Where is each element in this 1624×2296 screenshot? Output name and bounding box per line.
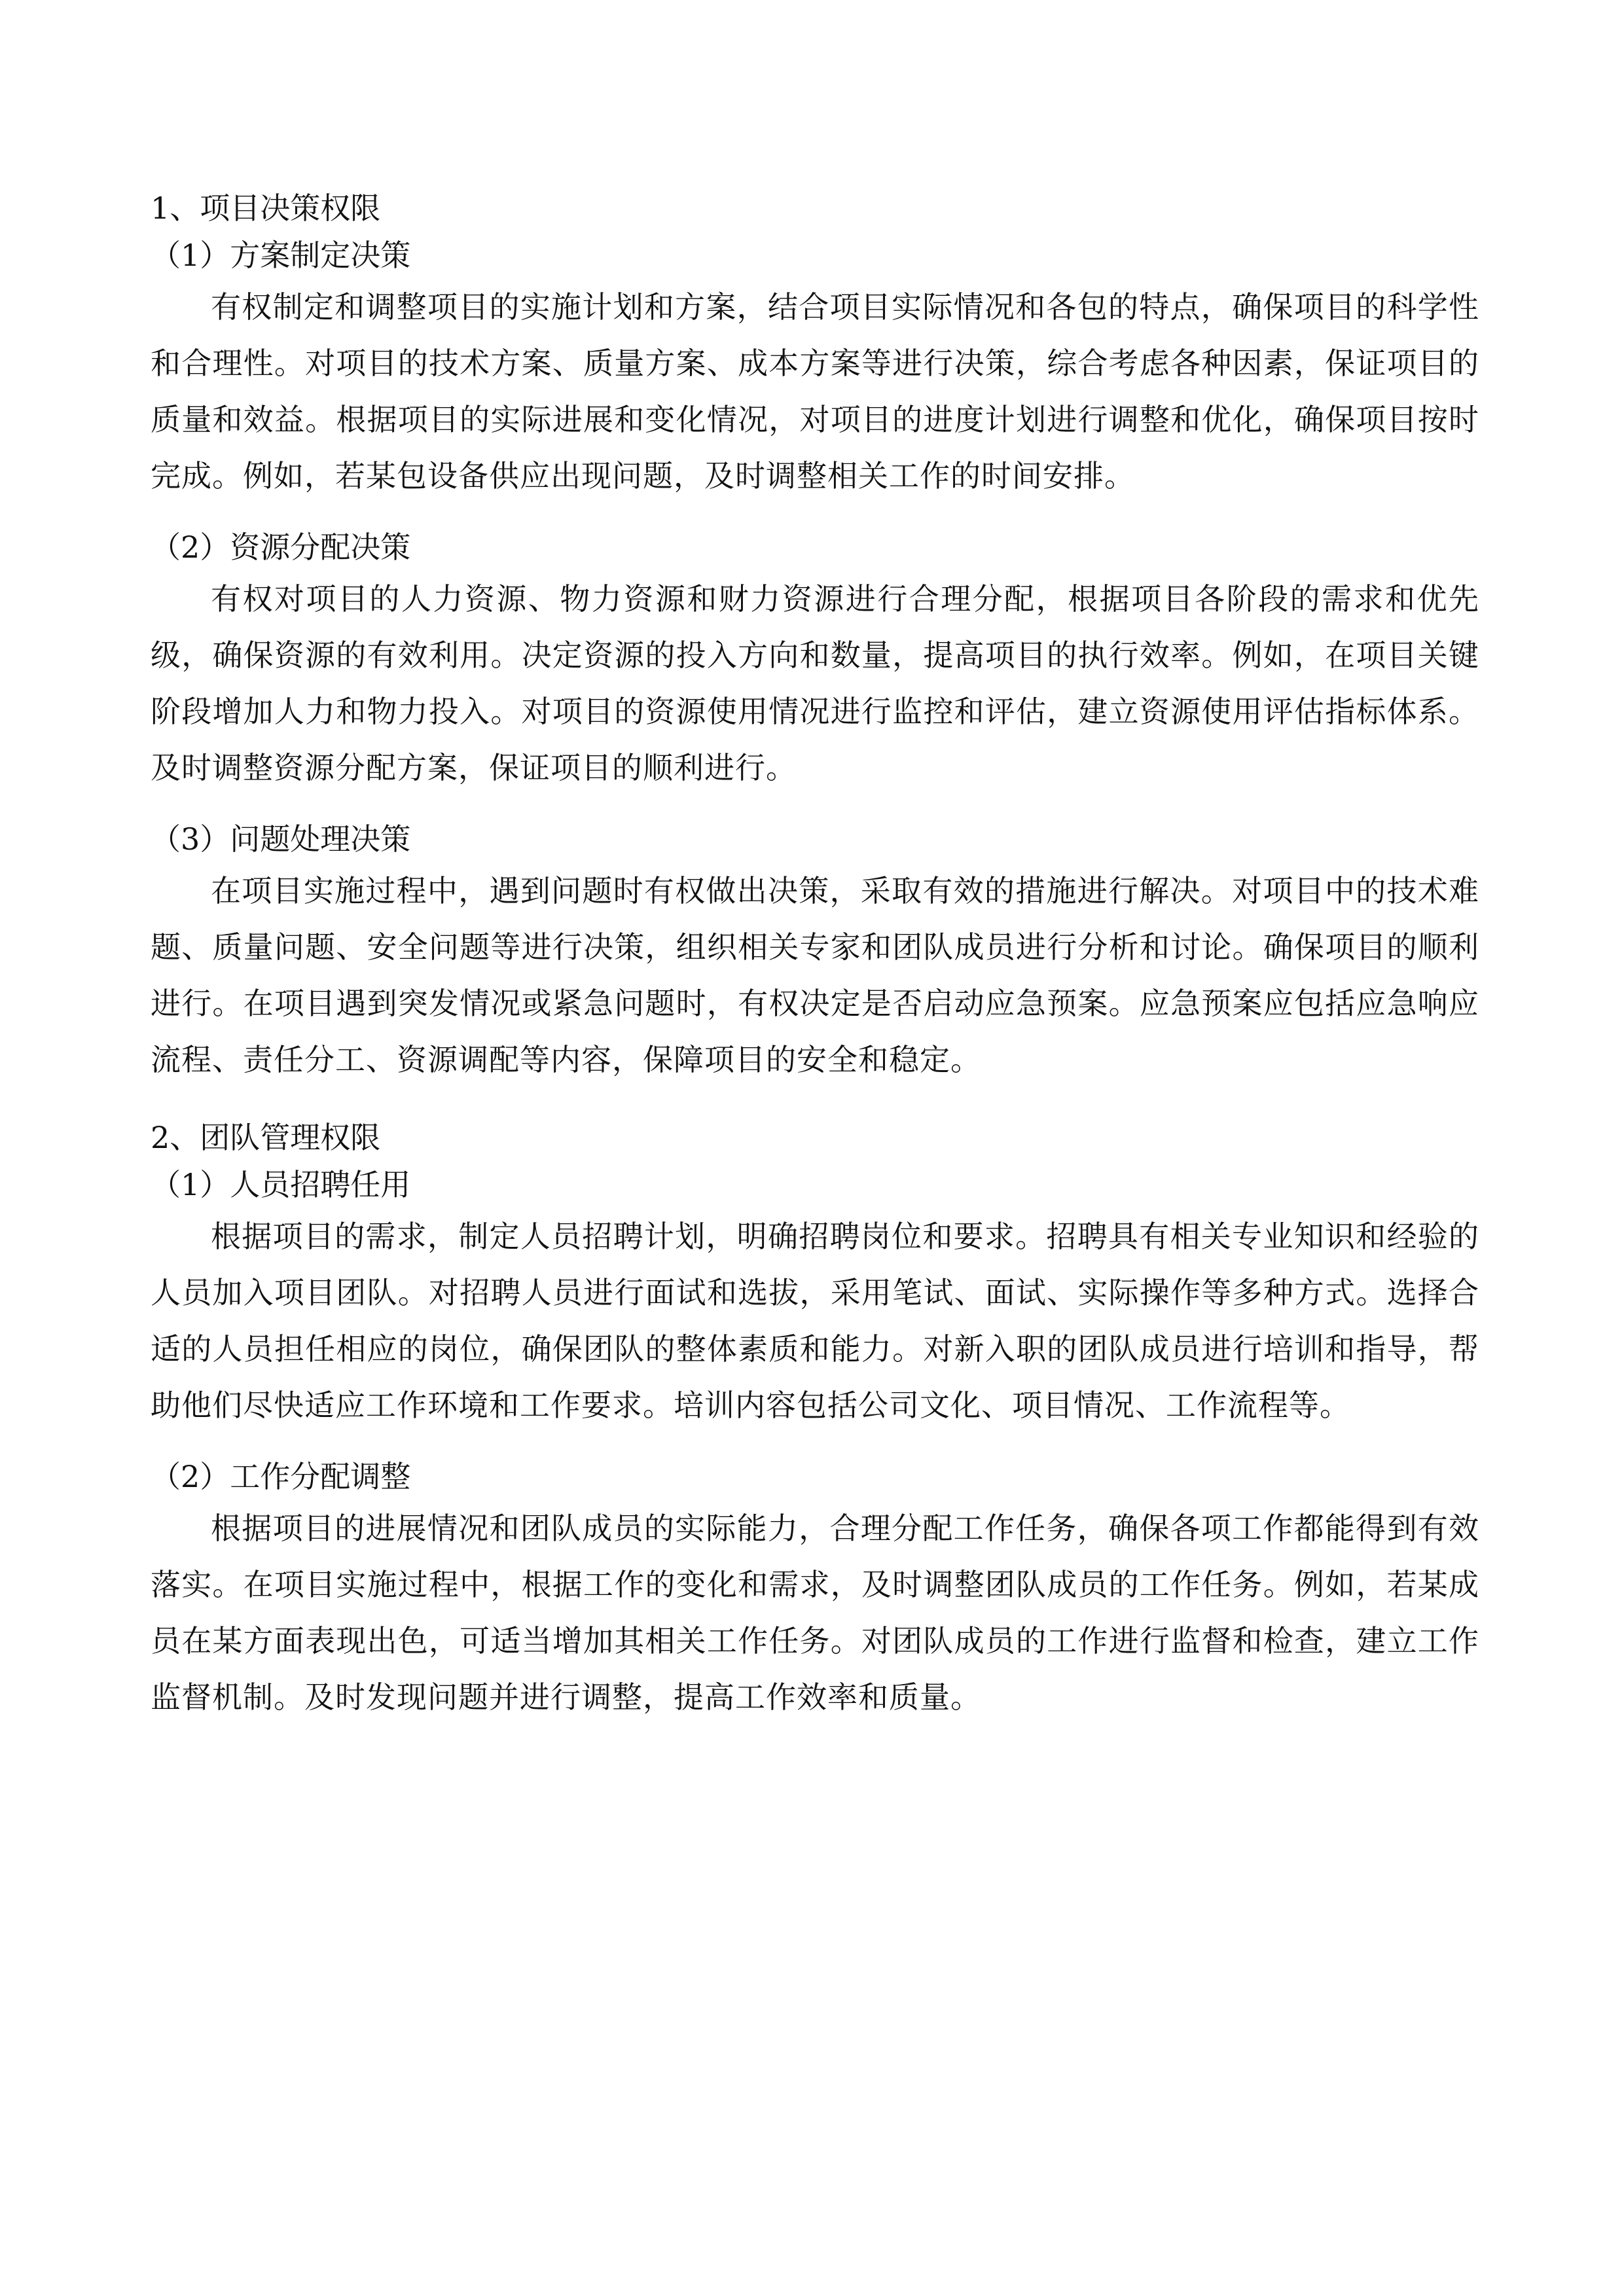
section-2 [151, 1114, 1479, 1725]
subsection-2-2 [151, 1453, 1479, 1725]
subsection-heading: （2）工作分配调整 [151, 1459, 411, 1494]
subsection-heading: （1）方案制定决策 [151, 238, 411, 273]
subsection-heading: （1）人员招聘任用 [151, 1167, 411, 1202]
subsection-1-3 [151, 816, 1479, 1088]
paragraph: 有权制定和调整项目的实施计划和方案，结合项目实际情况和各包的特点，确保项目的科学性和合理性。对项目的技术方案、质量方案、成本方案等进行决策，综合考虑各种因素，保证项目的质量和效益。根据项目的实际进展和变化情况，对项目的进度计划进行调整和优化，确保项目按时完成。例如，若某包设备供应出现问题，及时调整相关工作的时间安排。 [151, 289, 1479, 493]
section-heading: 2、团队管理权限 [151, 1120, 381, 1155]
paragraph: 在项目实施过程中，遇到问题时有权做出决策，采取有效的措施进行解决。对项目中的技术难题、质量问题、安全问题等进行决策，组织相关专家和团队成员进行分析和讨论。确保项目的顺利进行。在项目遇到突发情况或紧急问题时，有权决定是否启动应急预案。应急预案应包括应急响应流程、责任分工、资源调配等内容，保障项目的安全和稳定。 [151, 873, 1479, 1077]
section-heading: 1、项目决策权限 [151, 190, 381, 226]
paragraph: 有权对项目的人力资源、物力资源和财力资源进行合理分配，根据项目各阶段的需求和优先级，确保资源的有效利用。决定资源的投入方向和数量，提高项目的执行效率。例如，在项目关键阶段增加人力和物力投入。对项目的资源使用情况进行监控和评估，建立资源使用评估指标体系。及时调整资源分配方案，保证项目的顺利进行。 [151, 581, 1479, 785]
subsection-2-1 [151, 1161, 1479, 1433]
paragraph: 根据项目的需求，制定人员招聘计划，明确招聘岗位和要求。招聘具有相关专业知识和经验的人员加入项目团队。对招聘人员进行面试和选拔，采用笔试、面试、实际操作等多种方式。选择合适的人员担任相应的岗位，确保团队的整体素质和能力。对新入职的团队成员进行培训和指导，帮助他们尽快适应工作环境和工作要求。培训内容包括公司文化、项目情况、工作流程等。 [151, 1219, 1479, 1423]
section-1 [151, 185, 1479, 1088]
document-page [151, 185, 1479, 1725]
subsection-heading: （3）问题处理决策 [151, 821, 411, 857]
subsection-1-2 [151, 524, 1479, 796]
paragraph: 根据项目的进展情况和团队成员的实际能力，合理分配工作任务，确保各项工作都能得到有效落实。在项目实施过程中，根据工作的变化和需求，及时调整团队成员的工作任务。例如，若某成员在某方面表现出色，可适当增加其相关工作任务。对团队成员的工作进行监督和检查，建立工作监督机制。及时发现问题并进行调整，提高工作效率和质量。 [151, 1511, 1479, 1715]
subsection-1-1 [151, 232, 1479, 504]
subsection-heading: （2）资源分配决策 [151, 529, 411, 565]
